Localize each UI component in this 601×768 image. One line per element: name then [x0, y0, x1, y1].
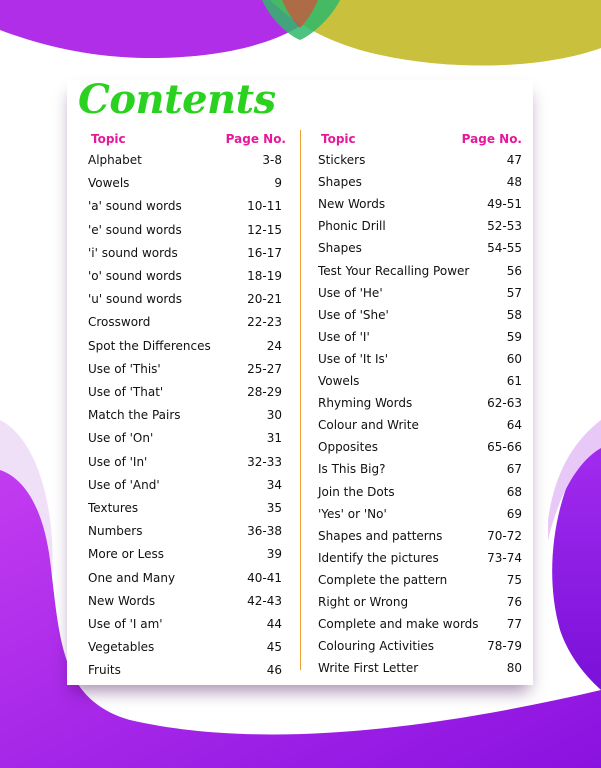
toc-page-number: 70-72: [487, 528, 522, 543]
toc-page-number: 48: [506, 175, 522, 190]
toc-page-number: 64: [506, 418, 522, 433]
toc-page-number: 35: [266, 501, 282, 515]
column-divider: [300, 130, 301, 670]
toc-topic: 'a' sound words: [88, 199, 182, 214]
toc-page-number: 60: [506, 351, 522, 366]
toc-page-number: 3-8: [262, 153, 282, 167]
toc-topic: Spot the Differences: [88, 338, 211, 353]
toc-topic: Shapes: [318, 175, 362, 190]
toc-topic: 'o' sound words: [88, 269, 182, 283]
toc-topic: Use of 'She': [318, 307, 389, 322]
toc-topic: Use of 'This': [88, 361, 161, 376]
toc-page-number: 59: [506, 329, 522, 344]
toc-topic: Is This Big?: [318, 462, 386, 477]
toc-page-number: 75: [506, 572, 522, 587]
toc-topic: Complete the pattern: [318, 572, 448, 587]
toc-page-number: 12-15: [247, 222, 282, 237]
toc-topic: Phonic Drill: [318, 219, 386, 234]
toc-topic: Use of 'In': [88, 454, 148, 469]
toc-page-number: 67: [506, 462, 522, 477]
toc-topic: Colouring Activities: [318, 639, 435, 654]
toc-page-number: 62-63: [487, 396, 522, 411]
toc-page-number: 25-27: [247, 361, 282, 376]
toc-page-number: 61: [506, 374, 522, 388]
toc-topic: 'Yes' or 'No': [318, 506, 387, 521]
toc-page-number: 77: [506, 617, 522, 632]
toc-page-number: 32-33: [247, 454, 282, 469]
toc-topic: Stickers: [318, 153, 366, 167]
page-number-header: Page No.: [461, 132, 522, 146]
toc-topic: Complete and make words: [318, 617, 479, 632]
toc-topic: Rhyming Words: [318, 396, 413, 411]
toc-topic: Use of 'That': [88, 385, 164, 399]
toc-page-number: 39: [266, 547, 282, 562]
toc-page-number: 10-11: [247, 199, 282, 214]
toc-topic: Textures: [88, 501, 139, 515]
toc-topic: Match the Pairs: [88, 408, 181, 423]
toc-topic: 'i' sound words: [88, 245, 178, 260]
toc-page-number: 73-74: [487, 550, 522, 565]
toc-page-number: 80: [506, 661, 522, 676]
toc-topic: Write First Letter: [318, 661, 419, 676]
toc-topic: Vowels: [318, 374, 360, 388]
toc-page-number: 40-41: [247, 570, 282, 585]
toc-page-number: 22-23: [247, 315, 282, 330]
toc-page-number: 54-55: [487, 241, 522, 256]
toc-page-number: 58: [506, 307, 522, 322]
toc-page-number: 24: [266, 338, 282, 353]
toc-page-number: 9: [274, 176, 282, 191]
page-title: Contents: [78, 76, 276, 123]
toc-page-number: 68: [506, 484, 522, 499]
toc-page-number: 76: [506, 595, 522, 609]
toc-topic: New Words: [88, 593, 156, 608]
toc-page-number: 28-29: [247, 385, 282, 399]
toc-page-number: 52-53: [487, 219, 522, 234]
toc-page-number: 30: [266, 408, 282, 423]
toc-page-number: 47: [506, 153, 522, 167]
toc-topic: Right or Wrong: [318, 595, 409, 609]
toc-topic: 'u' sound words: [88, 292, 183, 307]
toc-topic: Alphabet: [88, 153, 142, 167]
toc-topic: One and Many: [88, 570, 176, 585]
toc-page-number: 69: [506, 506, 522, 521]
toc-topic: New Words: [318, 197, 386, 212]
topic-header: Topic: [321, 132, 356, 146]
toc-topic: Fruits: [88, 663, 121, 678]
toc-page-number: 46: [266, 663, 282, 678]
toc-topic: Vowels: [88, 176, 130, 191]
toc-topic: Use of 'On': [88, 431, 154, 446]
toc-topic: Use of 'I': [318, 329, 370, 344]
toc-topic: Crossword: [88, 315, 151, 330]
toc-topic: Test Your Recalling Power: [318, 263, 470, 278]
toc-page-number: 56: [506, 263, 522, 278]
toc-page-number: 16-17: [247, 245, 282, 260]
toc-topic: Vegetables: [88, 640, 155, 655]
page-number-header: Page No.: [225, 132, 286, 146]
toc-page-number: 18-19: [247, 269, 282, 283]
toc-page-number: 34: [266, 477, 282, 492]
toc-topic: Identify the pictures: [318, 550, 439, 565]
toc-topic: Colour and Write: [318, 418, 419, 433]
toc-topic: Join the Dots: [318, 484, 395, 499]
toc-topic: Use of 'I am': [88, 617, 163, 631]
toc-topic: Shapes and patterns: [318, 528, 443, 543]
toc-page-number: 44: [266, 617, 282, 631]
toc-page-number: 57: [506, 285, 522, 300]
toc-page-number: 45: [266, 640, 282, 655]
toc-page-number: 42-43: [247, 593, 282, 608]
toc-topic: Opposites: [318, 440, 378, 455]
toc-topic: Use of 'He': [318, 285, 383, 300]
topic-header: Topic: [91, 132, 126, 146]
toc-topic: Use of 'It Is': [318, 351, 389, 366]
toc-topic: Shapes: [318, 241, 362, 256]
toc-page-number: 78-79: [487, 639, 522, 654]
toc-topic: 'e' sound words: [88, 222, 182, 237]
toc-page-number: 20-21: [247, 292, 282, 307]
toc-topic: Use of 'And': [88, 477, 160, 492]
toc-page-number: 65-66: [487, 440, 522, 455]
toc-page-number: 31: [266, 431, 282, 446]
toc-page-number: 49-51: [487, 197, 522, 212]
toc-page-number: 36-38: [247, 524, 282, 539]
toc-topic: Numbers: [88, 524, 143, 539]
toc-topic: More or Less: [88, 547, 165, 562]
